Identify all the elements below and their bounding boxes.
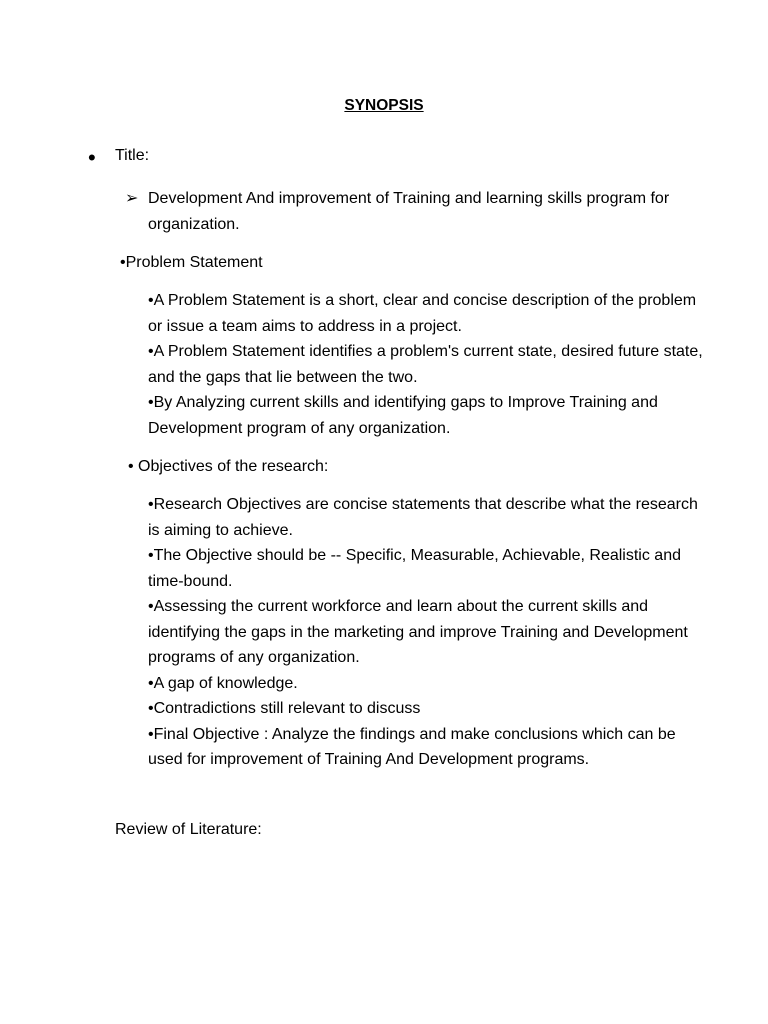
objective-point: •The Objective should be -- Specific, Measurable, Achievable, Realistic and time-bound. [148,547,681,590]
arrow-bullet-icon: ➢ [125,190,139,207]
objective-point: •Research Objectives are concise statements that describe what the research is aiming to achieve. [148,496,698,539]
title-label: Title: [115,147,150,164]
review-of-literature-heading: Review of Literature: [115,821,262,838]
problem-statement-list [148,288,708,441]
objective-point: •Assessing the current workforce and learn about the current skills and identifying the gaps in the marketing and improve Training and Development programs of any organization. [148,598,688,666]
objective-point: •Final Objective : Analyze the findings and make conclusions which can be used for improvement of Training And Development programs. [148,725,676,768]
problem-statement-point: •By Analyzing current skills and identifying gaps to Improve Training and Development program of any organization. [148,394,658,437]
problem-statement-heading: •Problem Statement [120,254,263,271]
objectives-heading: • Objectives of the research: [128,458,329,475]
title-bullet: • [88,145,96,170]
objective-point: •Contradictions still relevant to discuss [148,700,421,717]
document-heading: SYNOPSIS [344,97,424,114]
problem-statement-point: •A Problem Statement is a short, clear and concise description of the problem or issue a team aims to address in a project. [148,292,697,335]
objectives-list [148,492,708,773]
title-text: Development And improvement of Training and learning skills program for organization. [148,190,670,233]
objective-point: •A gap of knowledge. [148,674,298,692]
problem-statement-point: •A Problem Statement identifies a problem's current state, desired future state, and the gaps that lie between the two. [148,343,703,386]
